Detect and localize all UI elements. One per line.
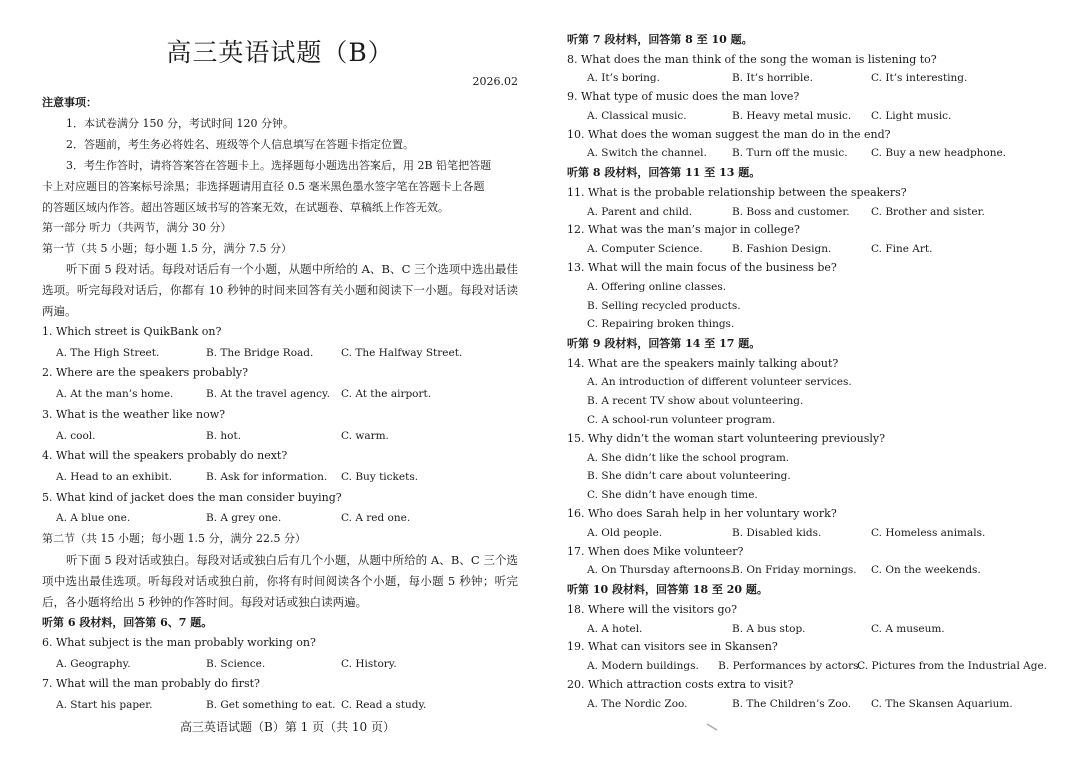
part1-title: 第一部分 听力（共两节，满分 30 分） xyxy=(42,221,232,234)
question-stem: 18. Where will the visitors go? xyxy=(567,602,738,616)
note-1: 1．本试卷满分 150 分，考试时间 120 分钟。 xyxy=(66,117,294,130)
question-stem: 8. What does the man think of the song the woman is listening to? xyxy=(567,52,937,66)
option-c: C. Buy tickets. xyxy=(341,470,419,483)
option-a: A. A hotel. xyxy=(587,622,643,635)
option-b: B. On Friday mornings. xyxy=(732,564,857,577)
option-c: C. On the weekends. xyxy=(871,564,981,577)
option-c: C. The Halfway Street. xyxy=(341,346,463,359)
option-b: B. Boss and customer. xyxy=(732,205,850,218)
question-8 xyxy=(567,51,1047,89)
option-a: A. The Nordic Zoo. xyxy=(587,697,688,710)
question-stem: 3. What is the weather like now? xyxy=(42,407,226,421)
question-19 xyxy=(567,638,1047,676)
question-stem: 5. What kind of jacket does the man consider buying? xyxy=(42,490,342,504)
question-stem: 16. Who does Sarah help in her voluntary work? xyxy=(567,507,837,521)
section1-instructions: 听下面 5 段对话。每段对话后有一个小题，从题中所给的 A、B、C 三个选项中选出最佳选项。听完每段对话后，你都有 10 秒钟的时间来回答有关小题和阅读下一小题。每段对话读两遍。 xyxy=(42,262,518,318)
option-c: C. Fine Art. xyxy=(871,243,933,256)
option-b: B. She didn’t care about volunteering. xyxy=(587,470,791,483)
option-b: B. The Children’s Zoo. xyxy=(732,697,852,710)
option-c: C. Buy a new headphone. xyxy=(871,147,1007,160)
question-12 xyxy=(567,221,1047,259)
page-footer: 高三英语试题（B）第 1 页（共 10 页） xyxy=(180,720,395,734)
option-c: C. It’s interesting. xyxy=(871,72,968,85)
note-3: 3．考生作答时，请将答案答在答题卡上。选择题每小题选出答案后，用 2B 铅笔把答题 xyxy=(66,159,492,172)
question-stem: 9. What type of music does the man love? xyxy=(567,90,800,104)
question-stem: 11. What is the probable relationship between the speakers? xyxy=(567,185,907,199)
question-stem: 12. What was the man’s major in college? xyxy=(567,223,800,237)
option-a: A. An introduction of different volunteer services. xyxy=(587,376,852,389)
option-c: C. The Skansen Aquarium. xyxy=(871,697,1013,710)
note-2: 2．答题前，考生务必将姓名、班级等个人信息填写在答题卡指定位置。 xyxy=(66,138,414,151)
exam-date: 2026.02 xyxy=(472,75,518,88)
question-4 xyxy=(42,446,518,487)
question-2 xyxy=(42,363,518,404)
option-b: B. Fashion Design. xyxy=(732,243,832,256)
option-c: C. At the airport. xyxy=(341,388,432,401)
question-11 xyxy=(567,184,1047,222)
option-c: C. Pictures from the Industrial Age. xyxy=(857,660,1047,673)
question-5 xyxy=(42,488,518,529)
option-c: C. A school-run volunteer program. xyxy=(587,414,776,427)
question-6 xyxy=(42,633,518,674)
option-c: C. Repairing broken things. xyxy=(587,318,735,331)
option-c: C. A red one. xyxy=(341,512,411,525)
option-b: B. A recent TV show about volunteering. xyxy=(587,395,804,408)
option-b: B. A bus stop. xyxy=(732,622,806,635)
option-b: B. Get something to eat. xyxy=(206,699,336,712)
question-3 xyxy=(42,405,518,446)
cursor-mark-icon xyxy=(706,722,718,732)
question-9 xyxy=(567,88,1047,126)
exam-title: 高三英语试题（B） xyxy=(166,38,394,67)
option-c: C. History. xyxy=(341,657,397,670)
option-c: C. Brother and sister. xyxy=(871,205,985,218)
option-a: A. A blue one. xyxy=(56,512,131,525)
question-stem: 1. Which street is QuikBank on? xyxy=(42,325,222,338)
material-10-heading: 听第 10 段材料，回答第 18 至 20 题。 xyxy=(567,583,768,597)
right-column xyxy=(567,30,1047,714)
option-b: B. Disabled kids. xyxy=(732,526,822,539)
option-b: B. Ask for information. xyxy=(206,470,328,483)
option-b: B. Performances by actors. xyxy=(718,660,862,673)
note-3-cont-2: 的答题区域内作答。超出答题区域书写的答案无效，在试题卷、草稿纸上作答无效。 xyxy=(42,201,449,214)
option-b: B. Heavy metal music. xyxy=(732,109,852,122)
question-stem: 19. What can visitors see in Skansen? xyxy=(567,640,778,654)
question-13 xyxy=(567,259,1047,334)
option-a: A. At the man’s home. xyxy=(56,388,174,401)
question-16 xyxy=(567,505,1047,543)
option-b: B. The Bridge Road. xyxy=(206,346,314,359)
option-a: A. She didn’t like the school program. xyxy=(587,451,790,464)
option-a: A. Offering online classes. xyxy=(587,280,727,293)
question-20 xyxy=(567,676,1047,714)
option-a: A. Head to an exhibit. xyxy=(56,470,173,483)
option-c: C. warm. xyxy=(341,429,389,442)
question-18 xyxy=(567,601,1047,639)
option-a: A. Parent and child. xyxy=(587,205,693,218)
note-3-cont-1: 卡上对应题目的答案标号涂黑；非选择题请用直径 0.5 毫米黑色墨水签字笔在答题卡上各题 xyxy=(42,180,485,193)
question-stem: 2. Where are the speakers probably? xyxy=(42,366,249,380)
option-b: B. Selling recycled products. xyxy=(587,299,741,312)
option-a: A. Modern buildings. xyxy=(587,660,699,673)
option-a: A. cool. xyxy=(56,429,96,442)
option-c: C. She didn’t have enough time. xyxy=(587,489,758,502)
option-a: A. Classical music. xyxy=(587,109,687,122)
section2-instructions: 听下面 5 段对话或独白。每段对话或独白后有几个小题，从题中所给的 A、B、C 三个选项中选出最佳选项。听每段对话或独白前，你将有时间阅读各个小题，每小题 5 秒钟；听完后，各小题将给出 5 秒钟的作答时间。每段对话或独白读两遍。 xyxy=(42,552,518,609)
option-a: A. On Thursday afternoons. xyxy=(587,564,734,577)
question-17 xyxy=(567,543,1047,581)
option-a: A. Geography. xyxy=(56,657,131,670)
option-b: B. Turn off the music. xyxy=(732,147,848,160)
option-a: A. Computer Science. xyxy=(587,243,703,256)
option-b: B. A grey one. xyxy=(206,512,282,525)
section1-title: 第一节（共 5 小题；每小题 1.5 分，满分 7.5 分） xyxy=(42,241,292,255)
option-a: A. Old people. xyxy=(587,526,663,539)
option-b: B. It’s horrible. xyxy=(732,72,813,85)
option-a: A. It’s boring. xyxy=(587,72,660,85)
option-b: B. Science. xyxy=(206,657,266,670)
material-9-heading: 听第 9 段材料，回答第 14 至 17 题。 xyxy=(567,337,761,351)
option-b: B. hot. xyxy=(206,429,242,442)
option-a: A. The High Street. xyxy=(56,346,160,359)
question-stem: 6. What subject is the man probably working on? xyxy=(42,636,316,650)
question-7 xyxy=(42,674,518,715)
option-a: A. Start his paper. xyxy=(56,699,153,712)
notes-label: 注意事项： xyxy=(42,96,97,109)
question-stem: 4. What will the speakers probably do next? xyxy=(42,449,288,463)
option-c: C. Homeless animals. xyxy=(871,526,986,539)
option-c: C. Light music. xyxy=(871,109,952,122)
question-stem: 14. What are the speakers mainly talking about? xyxy=(567,356,839,370)
question-stem: 10. What does the woman suggest the man do in the end? xyxy=(567,127,891,141)
material-7-heading: 听第 7 段材料，回答第 8 至 10 题。 xyxy=(567,33,753,46)
option-b: B. At the travel agency. xyxy=(206,388,330,401)
material-6-heading: 听第 6 段材料，回答第 6、7 题。 xyxy=(42,615,213,629)
question-stem: 13. What will the main focus of the business be? xyxy=(567,260,837,274)
option-a: A. Switch the channel. xyxy=(587,147,707,160)
question-stem: 17. When does Mike volunteer? xyxy=(567,544,744,558)
material-8-heading: 听第 8 段材料，回答第 11 至 13 题。 xyxy=(567,166,761,180)
question-stem: 15. Why didn’t the woman start volunteering previously? xyxy=(567,431,885,445)
left-column xyxy=(42,30,518,716)
question-1 xyxy=(42,322,518,363)
question-14 xyxy=(567,355,1047,430)
question-stem: 7. What will the man probably do first? xyxy=(42,677,260,691)
section2-title: 第二节（共 15 小题；每小题 1.5 分，满分 22.5 分） xyxy=(42,532,306,546)
question-10 xyxy=(567,126,1047,164)
option-c: C. A museum. xyxy=(871,622,945,635)
question-stem: 20. Which attraction costs extra to visit? xyxy=(567,677,794,691)
option-c: C. Read a study. xyxy=(341,699,427,712)
question-15 xyxy=(567,430,1047,505)
